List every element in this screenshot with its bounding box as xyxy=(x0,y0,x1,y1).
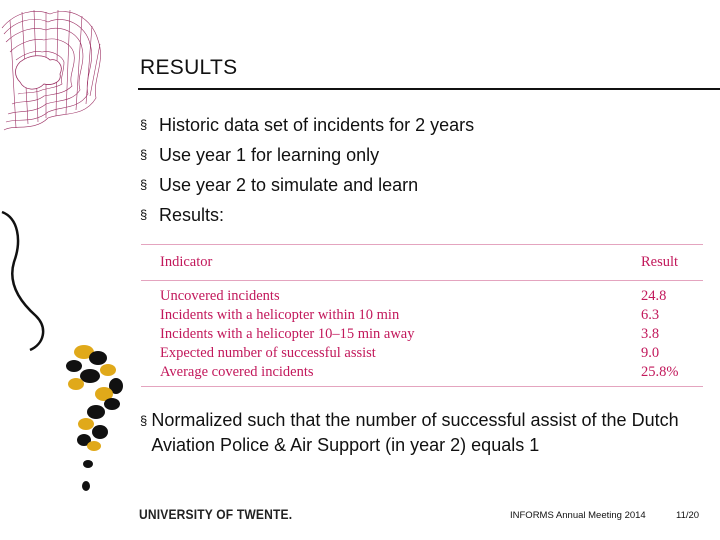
bullet-text: Historic data set of incidents for 2 years xyxy=(159,115,475,135)
title-divider xyxy=(138,88,720,90)
bullet-item xyxy=(140,140,474,170)
table-row xyxy=(141,344,703,363)
bullet-item xyxy=(140,170,474,200)
university-logo: UNIVERSITY OF TWENTE. xyxy=(139,506,293,522)
result-cell: 3.8 xyxy=(641,326,660,342)
question-mark-blobs-icon xyxy=(66,345,123,491)
curved-line-icon xyxy=(2,212,43,350)
table-header-row xyxy=(141,245,703,281)
bullet-item xyxy=(140,110,474,140)
header-indicator: Indicator xyxy=(141,245,622,281)
bullet-text: Use year 2 to simulate and learn xyxy=(159,175,419,195)
indicator-cell: Average covered incidents xyxy=(141,363,622,387)
indicator-cell: Incidents with a helicopter within 10 min xyxy=(160,307,400,323)
bullet-icon: § xyxy=(140,117,148,132)
bullet-icon: § xyxy=(140,147,148,162)
result-cell: 24.8 xyxy=(641,288,667,304)
normalization-note xyxy=(140,408,700,458)
note-text: Normalized such that the number of successful assist of the Dutch Aviation Police & Air Support (in year 2) equals 1 xyxy=(151,410,679,455)
page-number: 11/20 xyxy=(676,510,700,521)
bullet-list xyxy=(140,110,474,230)
result-cell: 9.0 xyxy=(641,345,660,361)
bullet-text: Results: xyxy=(159,205,225,225)
result-cell: 25.8% xyxy=(622,363,703,387)
bullet-icon: § xyxy=(140,207,148,222)
results-table xyxy=(141,244,703,387)
indicator-cell: Uncovered incidents xyxy=(160,288,280,304)
footer-event: INFORMS Annual Meeting 2014 xyxy=(510,510,646,521)
indicator-cell: Expected number of successful assist xyxy=(160,345,376,361)
indicator-cell: Incidents with a helicopter 10–15 min away xyxy=(160,326,415,342)
header-result: Result xyxy=(622,245,703,281)
bullet-item xyxy=(140,200,474,230)
result-cell: 6.3 xyxy=(641,307,660,323)
table-row xyxy=(141,281,703,307)
table-row xyxy=(141,325,703,344)
bullet-text: Use year 1 for learning only xyxy=(159,145,380,165)
bullet-icon: § xyxy=(140,177,148,192)
slide-title: RESULTS xyxy=(140,56,238,79)
table-row xyxy=(141,306,703,325)
decorative-artwork xyxy=(0,0,135,540)
bullet-icon: § xyxy=(140,413,148,428)
table-row xyxy=(141,363,703,387)
